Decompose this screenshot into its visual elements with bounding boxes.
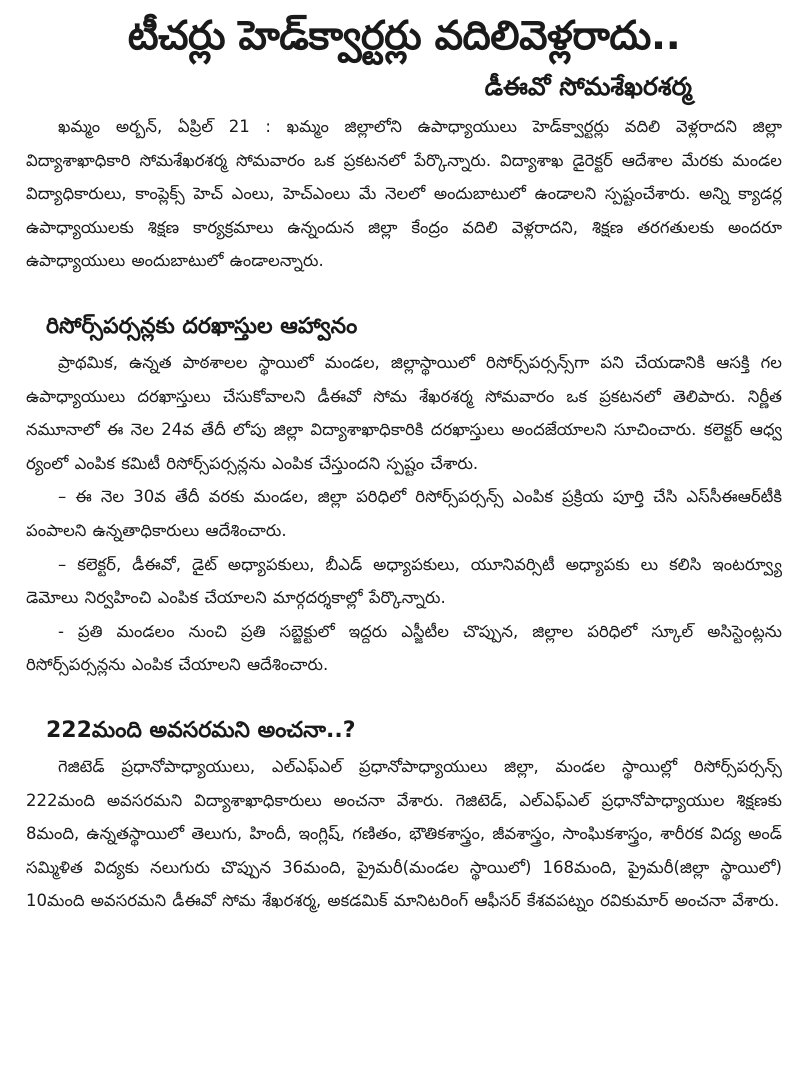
section-heading-resource-persons: రిసోర్స్‌పర్సన్లకు దరఖాస్తుల ఆహ్వానం: [46, 314, 358, 339]
byline: డీఈవో సోమశేఖరశర్మ: [484, 72, 692, 101]
section-heading-estimate: 222మంది అవసరమని అంచనా..?: [46, 718, 356, 743]
bullet-item: – ఈ నెల 30వ తేదీ వరకు మండల, జిల్లా పరిధిలో రిసోర్స్‌పర్సన్స్ ఎంపిక ప్రక్రియ పూర్తి చేసి ఎస్‌సీఈఆర్‌టీకి పంపాలని ఉన్నతాధికారులు ఆదేశించారు.: [26, 487, 782, 540]
estimate-section: [26, 750, 782, 1020]
intro-section: [26, 110, 782, 310]
bullet-item: – కలెక్టర్, డీఈవో, డైట్ అధ్యాపకులు, బీఎడ్ అధ్యాపకులు, యూనివర్సిటీ అధ్యాపకు లు కలిసి ఇంటర్వ్యూ డెమోలు నిర్వహించి ఎంపిక చేయాలని మార్గదర్శకాల్లో పేర్కొన్నారు.: [26, 554, 782, 608]
resource-persons-paragraph: ప్రాథమిక, ఉన్నత పాఠశాలల స్థాయిలో మండల, జిల్లాస్థాయిలో రిసోర్స్‌పర్సన్స్‌గా పని చేయడానికి ఆసక్తి గల ఉపాధ్యాయులు దరఖాస్తులు చేసుకోవాలని డీఈవో సోమ శేఖరశర్మ సోమవారం ఒక ప్రకటనలో తెలిపారు. నిర్ణీత నమూనాలో ఈ నెల 24వ తేదీ లోపు జిల్లా విద్యాశాఖాధికారికి దరఖాస్తులు అందజేయాలని సూచించారు. కలెక్టర్ ఆధ్వ ర్యంలో ఎంపిక కమిటీ రిసోర్స్‌పర్సన్లను ఎంపిక చేస్తుందని స్పష్టం చేశారు.: [26, 353, 782, 473]
intro-paragraph: ఖమ్మం అర్బన్, ఏప్రిల్ 21 : ఖమ్మం జిల్లాలోని ఉపాధ్యాయులు హెడ్‌క్వార్టర్లు వదిలి వెళ్లరాదని జిల్లా విద్యాశాఖాధికారి సోమశేఖరశర్మ సోమవారం ఒక ప్రకటనలో పేర్కొన్నారు. విద్యాశాఖ డైరెక్టర్ ఆదేశాల మేరకు మండల విద్యాధికారులు, కాంప్లెక్స్ హెచ్ ఎంలు, హెచ్ఎంలు మే నెలలో అందుబాటులో ఉండాలని స్పష్టంచేశారు. అన్ని క్యాడర్ల ఉపాధ్యాయులకు శిక్షణ కార్యక్రమాలు ఉన్నందున జిల్లా కేంద్రం వదిలి వెళ్లరాదని, శిక్షణ తరగతులకు అందరూ ఉపాధ్యాయులు అందుబాటులో ఉండాలన్నారు.: [26, 117, 782, 271]
headline: టీచర్లు హెడ్‌క్వార్టర్లు వదిలివెళ్లరాదు..: [127, 13, 681, 59]
bullet-item: - ప్రతి మండలం నుంచి ప్రతి సబ్జెక్టులో ఇద్దరు ఎస్జీటీల చొప్పున, జిల్లాల పరిధిలో స్కూల్ అసిస్టెంట్లను రిసోర్స్‌పర్సన్లను ఎంపిక చేయాలని ఆదేశించారు.: [26, 621, 782, 675]
resource-persons-section: [26, 346, 782, 714]
estimate-paragraph: గెజిటెడ్ ప్రధానోపాధ్యాయులు, ఎల్ఎఫ్ఎల్ ప్రధానోపాధ్యాయులు జిల్లా, మండల స్థాయిల్లో రిసోర్స్‌పర్సన్స్ 222మంది అవసరమని విద్యాశాఖాధికారులు అంచనా వేశారు. గెజిటెడ్, ఎల్ఎఫ్ఎల్ ప్రధానోపాధ్యాయుల శిక్షణకు 8మంది, ఉన్నతస్థాయిలో తెలుగు, హిందీ, ఇంగ్లిష్, గణితం, భౌతికశాస్త్రం, జీవశాస్త్రం, సాంఘికశాస్త్రం, శారీరక విద్య అండ్ సమ్మిళిత విద్యకు నలుగురు చొప్పున 36మంది, ప్రైమరీ(మండల స్థాయిలో) 168మంది, ప్రైమరీ(జిల్లా స్థాయిలో) 10మంది అవసరమని డీఈవో సోమ శేఖరశర్మ, అకడమిక్ మానిటరింగ్ ఆఫీసర్ కేశవపట్నం రవికుమార్ అంచనా వేశారు.: [26, 757, 782, 911]
